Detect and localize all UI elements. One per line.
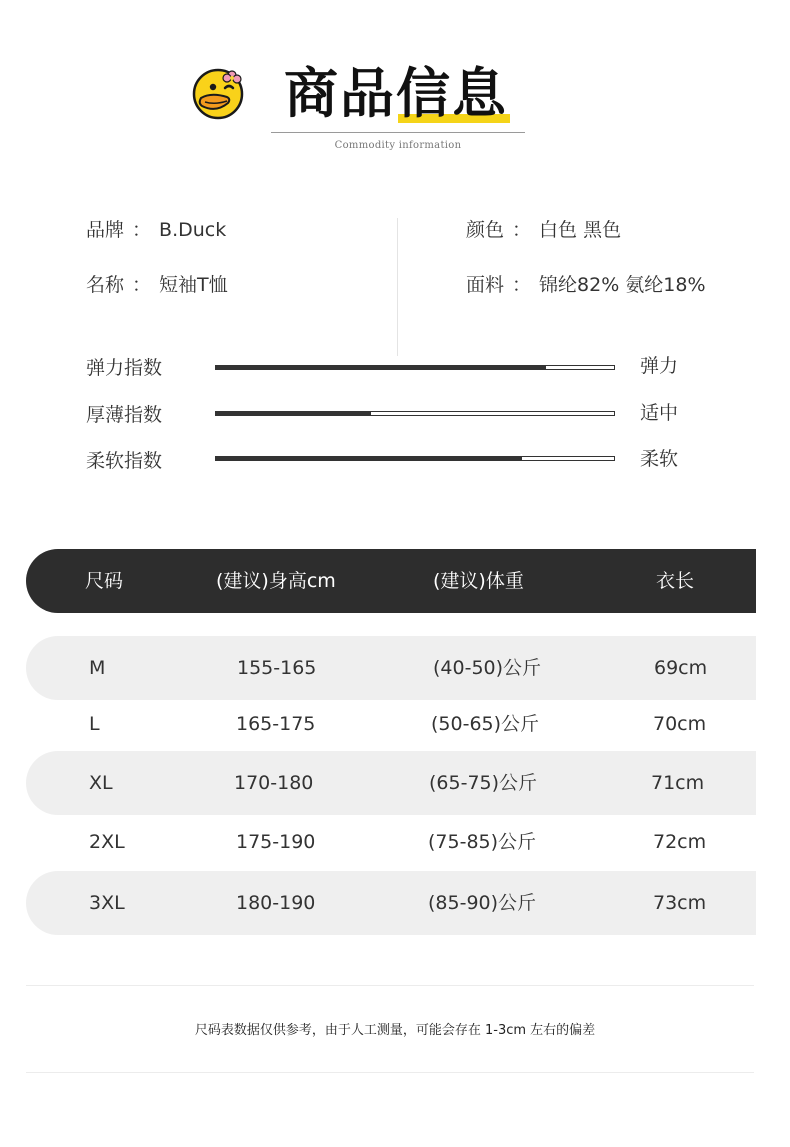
size-table-header (26, 549, 756, 613)
info-divider (397, 218, 398, 356)
cell-size: M (89, 657, 106, 679)
cell-size: L (89, 713, 100, 735)
table-row (26, 692, 756, 756)
meter-fill-softness (216, 457, 522, 460)
cell-height: 180-190 (236, 892, 316, 914)
column-header-weight: (建议)体重 (433, 570, 524, 592)
column-header-size: 尺码 (85, 570, 124, 592)
table-row (26, 751, 756, 815)
cell-length: 73cm (653, 892, 707, 914)
size-footnote: 尺码表数据仅供参考，由于人工测量，可能会存在 1-3cm 左右的偏差 (194, 1023, 596, 1038)
meter-track-thickness (215, 411, 615, 416)
table-row (26, 810, 756, 874)
cell-size: 3XL (89, 892, 125, 914)
meter-fill-elasticity (216, 366, 546, 369)
cell-height: 170-180 (234, 772, 314, 794)
info-color (466, 217, 621, 243)
cell-height: 175-190 (236, 831, 316, 853)
column-header-height: (建议)身高cm (216, 570, 336, 592)
cell-weight: (85-90)公斤 (428, 892, 537, 914)
cell-weight: (40-50)公斤 (433, 657, 542, 679)
cell-weight: (75-85)公斤 (428, 831, 537, 853)
meter-value-elasticity: 弹力 (640, 355, 679, 377)
title-rule (271, 132, 525, 133)
info-fabric (466, 272, 706, 298)
info-name-label: 名称 (86, 274, 125, 296)
footnote-rule-bottom (26, 1072, 754, 1073)
cell-height: 155-165 (237, 657, 317, 679)
cell-weight: (65-75)公斤 (429, 772, 538, 794)
b-duck-logo-icon (191, 66, 245, 120)
cell-length: 71cm (651, 772, 705, 794)
info-separator: ： (132, 219, 152, 241)
page-title: 商品信息 (284, 62, 508, 125)
meter-value-softness: 柔软 (640, 448, 679, 470)
meter-value-thickness: 适中 (640, 402, 679, 424)
table-row (26, 871, 756, 935)
info-separator: ： (132, 274, 152, 296)
meter-track-elasticity (215, 365, 615, 370)
cell-height: 165-175 (236, 713, 316, 735)
meter-label-softness: 柔软指数 (86, 450, 163, 472)
info-separator: ： (512, 274, 532, 296)
info-separator: ： (512, 219, 532, 241)
footnote-rule-top (26, 985, 754, 986)
info-name (86, 272, 228, 298)
info-color-value: 白色 黑色 (539, 219, 622, 241)
meter-label-elasticity: 弹力指数 (86, 357, 163, 379)
cell-size: XL (89, 772, 113, 794)
info-brand-label: 品牌 (86, 219, 125, 241)
cell-length: 69cm (654, 657, 708, 679)
cell-weight: (50-65)公斤 (431, 713, 540, 735)
column-header-length: 衣长 (656, 570, 695, 592)
info-color-label: 颜色 (466, 219, 505, 241)
info-brand-value: B.Duck (159, 219, 227, 241)
cell-size: 2XL (89, 831, 125, 853)
table-row (26, 636, 756, 700)
meter-label-thickness: 厚薄指数 (86, 404, 163, 426)
meter-track-softness (215, 456, 615, 461)
cell-length: 72cm (653, 831, 707, 853)
info-name-value: 短袖T恤 (159, 274, 228, 296)
info-fabric-value: 锦纶82% 氨纶18% (539, 274, 706, 296)
info-fabric-label: 面料 (466, 274, 505, 296)
cell-length: 70cm (653, 713, 707, 735)
info-brand (86, 217, 226, 243)
page-subtitle: Commodity information (334, 140, 462, 151)
meter-fill-thickness (216, 412, 371, 415)
